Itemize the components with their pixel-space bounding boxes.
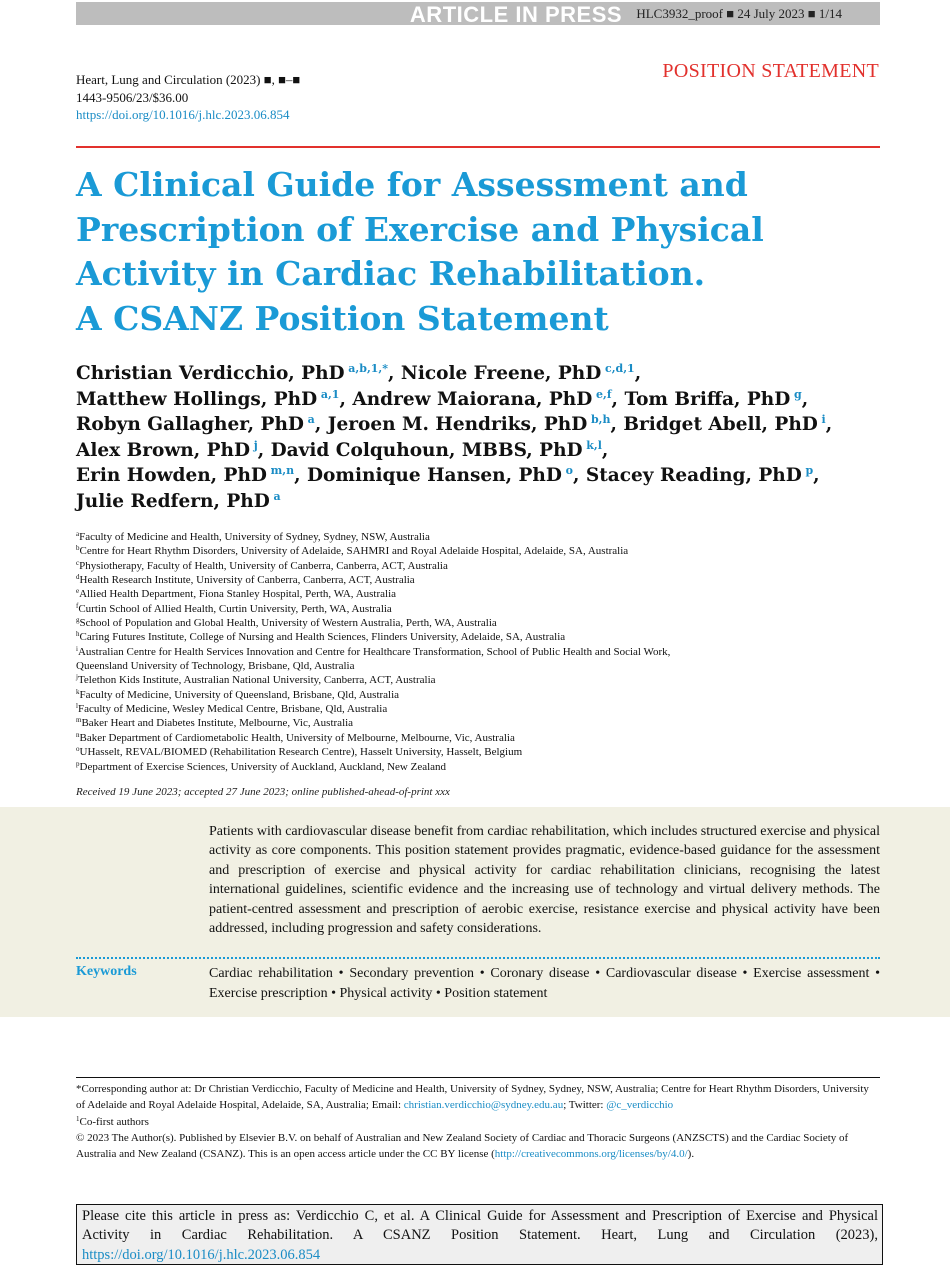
author-name: Nicole Freene, PhD	[400, 363, 602, 384]
author-affiliation-marks[interactable]: b,h	[590, 413, 611, 426]
paper-type: POSITION STATEMENT	[662, 60, 879, 82]
affiliation-text: Allied Health Department, Fiona Stanley Hospital, Perth, WA, Australia	[79, 588, 397, 601]
banner-text: ARTICLE IN PRESS	[409, 2, 623, 27]
twitter-link[interactable]: @c_verdicchio	[606, 1099, 674, 1112]
twitter-label: ; Twitter:	[563, 1099, 607, 1112]
footnotes	[76, 1081, 880, 1162]
author-affiliation-marks[interactable]: g	[794, 387, 802, 401]
affiliation-text: Baker Heart and Diabetes Institute, Melbourne, Vic, Australia	[81, 717, 354, 730]
received-dates: Received 19 June 2023; accepted 27 June 2023; online published-ahead-of-print xxx	[76, 786, 450, 798]
title-line: A CSANZ Position Statement	[76, 298, 609, 338]
affiliation-key: n	[76, 730, 80, 739]
affiliation-text: Faculty of Medicine, University of Queensland, Brisbane, Qld, Australia	[79, 688, 400, 701]
author-name: Robyn Gallagher, PhD	[76, 414, 304, 435]
keywords-divider	[76, 957, 880, 959]
journal-doi-link[interactable]: https://doi.org/10.1016/j.hlc.2023.06.854	[76, 107, 290, 122]
affiliation-item	[76, 702, 670, 716]
affiliation-key: i	[76, 644, 78, 653]
author-name: Bridget Abell, PhD	[623, 414, 818, 435]
footnote-divider	[76, 1077, 880, 1078]
affiliation-text: Baker Department of Cardiometabolic Health, University of Melbourne, Melbourne, Vic, Australia	[79, 731, 515, 744]
author-affiliation-marks[interactable]: a	[307, 413, 315, 426]
author-name: Jeroen M. Hendriks, PhD	[327, 414, 588, 435]
author-list: Christian Verdicchio, PhD $^{a,b,1,*}$, Nicole Freene, PhD $^{c,d,1}$, Matthew Hollings, PhD $^{a,1}$, Andrew Maiorana, PhD $^{e,f}$, Tom Briffa, PhD $^g$, Robyn Gallagher, PhD $^a$, Jeroen M. Hendriks, PhD $^{b,h}$, Bridget Abell, PhD $^i$, Alex Brown, PhD $^j$, David Colquhoun, MBBS, PhD $^{k,l}$, Erin Howden, PhD $^{m,n}$, Dominique Hansen, PhD $^o$, Stacey Reading, PhD $^p$, Julie Redfern, PhD $^a$	[76, 362, 833, 512]
affiliation-key: k	[76, 687, 80, 696]
author-name: David Colquhoun, MBBS, PhD	[270, 439, 583, 461]
author-affiliation-marks[interactable]: i	[821, 413, 826, 426]
affiliation-text: Curtin School of Allied Health, Curtin University, Perth, WA, Australia	[78, 602, 392, 615]
author-name: Erin Howden, PhD	[76, 465, 267, 486]
journal-info	[76, 71, 300, 124]
author-affiliation-marks[interactable]: c,d,1	[605, 362, 635, 375]
copyright-end: ).	[687, 1148, 695, 1161]
author-affiliation-marks[interactable]: o	[565, 464, 573, 477]
author-name: Andrew Maiorana, PhD	[352, 388, 593, 410]
affiliation-text: Faculty of Medicine and Health, University of Sydney, Sydney, NSW, Australia	[79, 531, 430, 543]
cite-doi-link[interactable]: https://doi.org/10.1016/j.hlc.2023.06.854	[82, 1246, 321, 1263]
affiliation-text: Department of Exercise Sciences, University of Auckland, Auckland, New Zealand	[79, 760, 447, 773]
affiliation-item	[76, 745, 670, 759]
affiliation-text: Australian Centre for Health Services Innovation and Centre for Healthcare Transformation, School of Public Health and Social Work,	[77, 645, 671, 658]
affiliation-list	[76, 530, 670, 774]
affiliation-text: UHasselt, REVAL/BIOMED (Rehabilitation Research Centre), Hasselt University, Hasselt, Belgium	[79, 746, 523, 759]
license-link[interactable]: http://creativecommons.org/licenses/by/4.0/	[494, 1148, 688, 1161]
title-line: Prescription of Exercise and Physical	[76, 209, 764, 249]
keywords-list: Cardiac rehabilitation • Secondary prevention • Coronary disease • Cardiovascular disease • Exercise assessment • Exercise prescription • Physical activity • Position statement	[209, 966, 880, 1001]
affiliation-item	[76, 587, 670, 601]
affiliation-text: Health Research Institute, University of Canberra, Canberra, ACT, Australia	[79, 574, 415, 587]
affiliation-key: o	[76, 745, 80, 754]
affiliation-key: d	[76, 573, 80, 582]
affiliation-key: b	[76, 544, 80, 553]
affiliation-item	[76, 716, 670, 730]
article-in-press-banner	[76, 2, 880, 25]
author-affiliation-marks[interactable]: k,l	[586, 438, 602, 452]
co-first-mark: 1	[76, 1114, 80, 1123]
affiliation-text: Centre for Heart Rhythm Disorders, University of Adelaide, SAHMRI and Royal Adelaide Hospital, Adelaide, SA, Australia	[79, 545, 629, 558]
affiliation-item	[76, 573, 670, 587]
affiliation-key: p	[76, 759, 80, 768]
affiliation-key: f	[76, 601, 79, 610]
affiliation-item	[76, 673, 670, 687]
author-name: Julie Redfern, PhD	[76, 490, 270, 512]
affiliation-item	[76, 645, 670, 659]
affiliation-key: h	[76, 630, 80, 639]
journal-issn: 1443-9506/23/$36.00	[76, 89, 189, 105]
article-title	[76, 163, 876, 341]
corresponding-text: *Corresponding author at: Dr Christian Verdicchio, Faculty of Medicine and Health, University of Sydney, Sydney, NSW, Australia; Centre for Heart Rhythm Disorders, University of Adelaide and Royal Adelaide Hospital, Adelaide, SA, Australia; Email:	[76, 1083, 869, 1112]
affiliation-item	[76, 616, 670, 630]
copyright-note	[76, 1130, 880, 1163]
affiliation-item	[76, 544, 670, 558]
affiliation-item	[76, 530, 670, 544]
keywords-label: Keywords	[76, 964, 137, 979]
proof-info: HLC3932_proof ■ 24 July 2023 ■ 1/14	[636, 6, 842, 21]
author-name: Tom Briffa, PhD	[624, 388, 791, 410]
affiliation-text: Faculty of Medicine, Wesley Medical Centre, Brisbane, Qld, Australia	[77, 703, 388, 716]
co-first-text: Co-first authors	[79, 1115, 149, 1128]
cite-text: Please cite this article in press as: Verdicchio C, et al. A Clinical Guide for Assessment and Prescription of Exercise and Physical Activity in Cardiac Rehabilitation. A CSANZ Position Statement. Heart, Lung and Circulation (2023),	[82, 1208, 878, 1244]
affiliation-key: c	[76, 558, 80, 567]
author-affiliation-marks[interactable]: a,1	[320, 387, 340, 401]
affiliation-text: Caring Futures Institute, College of Nursing and Health Sciences, Flinders University, Adelaide, SA, Australia	[79, 631, 566, 644]
affiliation-item	[76, 559, 670, 573]
affiliation-text: Telethon Kids Institute, Australian National University, Canberra, ACT, Australia	[77, 674, 436, 687]
affiliation-item	[76, 760, 670, 774]
affiliation-text: Queensland University of Technology, Brisbane, Qld, Australia	[76, 660, 355, 673]
affiliation-key: e	[76, 587, 80, 596]
affiliation-key: l	[76, 702, 78, 711]
author-name: Matthew Hollings, PhD	[76, 388, 318, 410]
corresponding-author-note	[76, 1081, 880, 1114]
cite-box	[76, 1204, 883, 1265]
affiliation-item	[76, 630, 670, 644]
affiliation-key: a	[76, 530, 80, 538]
journal-citation: Heart, Lung and Circulation (2023) ■, ■–■	[76, 72, 301, 87]
author-affiliation-marks[interactable]: a,b,1,*	[348, 362, 389, 375]
email-link[interactable]: christian.verdicchio@sydney.edu.au	[403, 1099, 564, 1112]
abstract-text: Patients with cardiovascular disease benefit from cardiac rehabilitation, which includes structured exercise and physical activity as core components. This position statement provides pragmatic, evidence-based guidance for the assessment and prescription of exercise and physical activity for cardiac rehabilitation clinicians, recognising the latest international guidelines, scientific evidence and the increasing use of technology and virtual delivery methods. The patient-centred assessment and prescription of aerobic exercise, resistance exercise and physical activity have been addressed, including progression and safety considerations.	[209, 824, 880, 937]
affiliation-key: g	[76, 616, 80, 625]
affiliation-key: m	[76, 716, 82, 725]
affiliation-item	[76, 659, 670, 673]
author-name: Alex Brown, PhD	[76, 439, 251, 461]
author-affiliation-marks[interactable]: e,f	[595, 387, 612, 401]
author-name: Stacey Reading, PhD	[585, 465, 802, 486]
title-line: Activity in Cardiac Rehabilitation.	[76, 254, 706, 293]
author-name: Dominique Hansen, PhD	[307, 465, 562, 486]
co-first-note	[76, 1114, 880, 1130]
author-affiliation-marks[interactable]: j	[253, 438, 258, 452]
affiliation-item	[76, 731, 670, 745]
affiliation-text: Physiotherapy, Faculty of Health, University of Canberra, Canberra, ACT, Australia	[79, 559, 448, 572]
copyright-text: © 2023 The Author(s). Published by Elsevier B.V. on behalf of Australian and New Zealand Society of Cardiac and Thoracic Surgeons (ANZSCTS) and the Cardiac Society of Australia and New Zealand (CSANZ). This is an open access article under the CC BY license (	[76, 1131, 849, 1161]
affiliation-text: School of Population and Global Health, University of Western Australia, Perth, WA, Australia	[79, 617, 497, 630]
affiliation-item	[76, 688, 670, 702]
author-affiliation-marks[interactable]: a	[273, 489, 281, 503]
affiliation-key: j	[76, 673, 78, 682]
header-divider	[76, 146, 880, 148]
author-affiliation-marks[interactable]: p	[805, 464, 814, 477]
affiliation-item	[76, 602, 670, 616]
title-line: A Clinical Guide for Assessment and	[76, 165, 748, 204]
author-name: Christian Verdicchio, PhD	[76, 363, 345, 384]
author-affiliation-marks[interactable]: m,n	[270, 464, 295, 477]
